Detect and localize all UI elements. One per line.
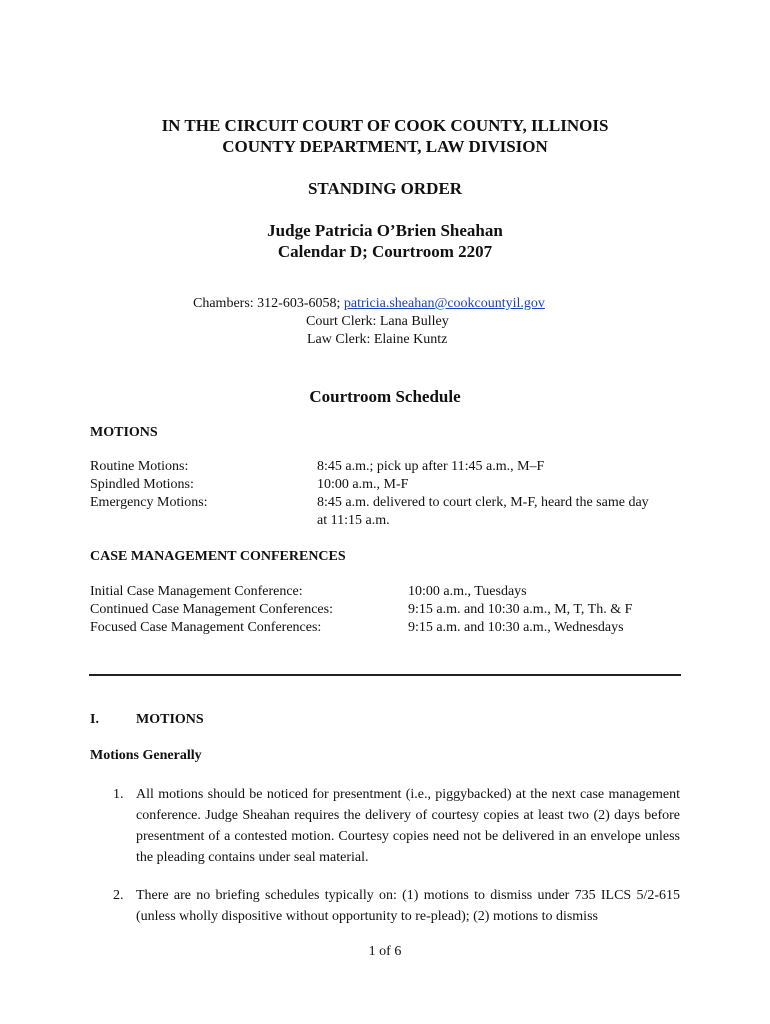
section-subheading: Motions Generally xyxy=(90,748,202,763)
cmc-value: 9:15 a.m. and 10:30 a.m., Wednesdays xyxy=(408,620,624,635)
section-number: I. xyxy=(90,712,99,727)
schedule-label: Spindled Motions: xyxy=(90,477,194,492)
page-number: 1 of 6 xyxy=(368,944,402,959)
order-title: STANDING ORDER xyxy=(307,179,463,198)
cmc-label: Focused Case Management Conferences: xyxy=(90,620,322,635)
schedule-label: Emergency Motions: xyxy=(90,495,208,510)
chambers-phone: Chambers: 312-603-6058; xyxy=(193,296,344,311)
schedule-label: Routine Motions: xyxy=(90,459,189,474)
cmc-value: 10:00 a.m., Tuesdays xyxy=(408,584,527,599)
chambers-email-link[interactable]: patricia.sheahan@cookcountyil.gov xyxy=(343,296,545,311)
list-item-number: 1. xyxy=(113,787,124,802)
cmc-heading: CASE MANAGEMENT CONFERENCES xyxy=(90,549,346,564)
law-clerk: Law Clerk: Elaine Kuntz xyxy=(307,332,448,347)
calendar-courtroom: Calendar D; Courtroom 2207 xyxy=(277,242,493,261)
cmc-label: Continued Case Management Conferences: xyxy=(90,602,333,617)
section-title: MOTIONS xyxy=(136,712,204,727)
court-name: IN THE CIRCUIT COURT OF COOK COUNTY, ILLINOIS xyxy=(161,116,609,135)
judge-name: Judge Patricia O’Brien Sheahan xyxy=(267,221,503,240)
list-item-number: 2. xyxy=(113,888,124,903)
cmc-value: 9:15 a.m. and 10:30 a.m., M, T, Th. & F xyxy=(408,602,633,617)
schedule-value: 8:45 a.m.; pick up after 11:45 a.m., M–F xyxy=(317,459,545,474)
schedule-title: Courtroom Schedule xyxy=(309,387,461,406)
schedule-value: 8:45 a.m. delivered to court clerk, M-F, heard the same day xyxy=(317,495,649,510)
list-item-text: All motions should be noticed for presentment (i.e., piggybacked) at the next case management conference. Judge Sheahan requires the delivery of courtesy copies at least two (2) days before presentment of a contested motion. Courtesy copies need not be delivered in an envelope unless the pleading contains under seal material. xyxy=(136,787,680,865)
list-item-text: There are no briefing schedules typically on: (1) motions to dismiss under 735 ILCS 5/2-615 (unless wholly dispositive without opportunity to re-plead); (2) motions to dismiss xyxy=(136,888,680,924)
section-divider xyxy=(89,674,681,676)
court-clerk: Court Clerk: Lana Bulley xyxy=(306,314,449,329)
schedule-value-continued: at 11:15 a.m. xyxy=(317,513,390,528)
chambers-line xyxy=(193,296,545,312)
court-division: COUNTY DEPARTMENT, LAW DIVISION xyxy=(222,137,548,156)
motions-heading: MOTIONS xyxy=(90,425,158,440)
cmc-label: Initial Case Management Conference: xyxy=(90,584,303,599)
schedule-value: 10:00 a.m., M-F xyxy=(317,477,409,492)
